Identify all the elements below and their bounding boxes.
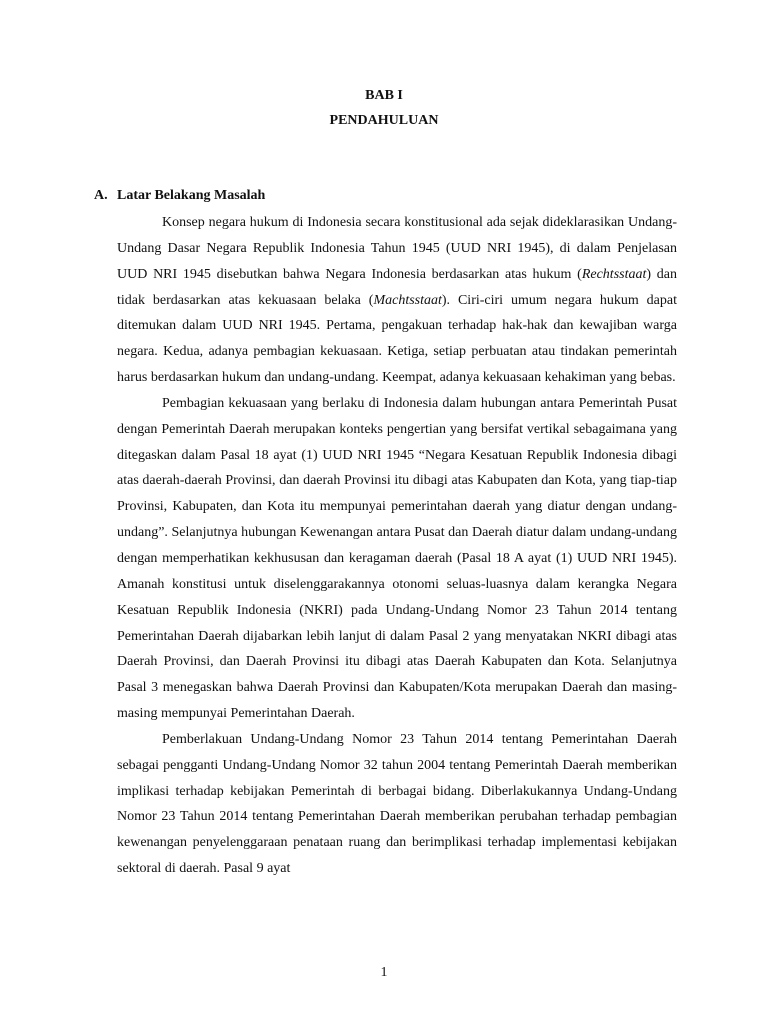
section-title: Latar Belakang Masalah [117, 188, 266, 203]
italic-term: Machtsstaat [373, 292, 442, 308]
paragraph-1 [117, 210, 677, 391]
italic-term: Rechtsstaat [581, 266, 647, 282]
paragraph-3 [117, 727, 677, 882]
section-heading [94, 187, 265, 205]
section-letter: A. [94, 188, 108, 203]
paragraph-text: ). Ciri-ciri umum negara hukum dapat ditemukan dalam UUD NRI 1945. Pertama, pengakuan terhadap hak-hak dan kewajiban warga negara. Kedua, adanya pembagian kekuasaan. Ketiga, setiap perbuatan atau tindakan pemerintah harus berdasarkan hukum dan undang-undang. Keempat, adanya kekuasaan kehakiman yang bebas. [117, 292, 677, 386]
body-text [117, 210, 677, 882]
paragraph-text: Konsep negara hukum di Indonesia secara konstitusional ada sejak dideklarasikan Undang-Undang Dasar Negara Republik Indonesia Tahun 1945 (UUD NRI 1945), di dalam Penjelasan UUD NRI 1945 disebutkan bahwa Negara Indonesia berdasarkan atas hukum ( [117, 215, 677, 282]
paragraph-text: Pemberlakuan Undang-Undang Nomor 23 Tahun 2014 tentang Pemerintahan Daerah sebagai pengganti Undang-Undang Nomor 32 tahun 2004 tentang Pemerintah Daerah memberikan implikasi terhadap kebijakan Pemerintah di berbagai bidang. Diberlakukannya Undang-Undang Nomor 23 Tahun 2014 tentang Pemerintahan Daerah memberikan perubahan terhadap pembagian kewenangan penyelenggaraan penataan ruang dan berimplikasi terhadap implementasi kebijakan sektoral di daerah. Pasal 9 ayat [117, 731, 677, 877]
paragraph-2 [117, 391, 677, 727]
chapter-title: PENDAHULUAN [329, 113, 439, 128]
paragraph-text: ) dan tidak berdasarkan atas kekuasaan belaka ( [117, 266, 677, 308]
chapter-number: BAB I [365, 88, 403, 103]
paragraph-text: Pembagian kekuasaan yang berlaku di Indonesia dalam hubungan antara Pemerintah Pusat dengan Pemerintah Daerah merupakan konteks pengertian yang bersifat vertikal sebagaimana yang ditegaskan dalam Pasal 18 ayat (1) UUD NRI 1945 “Negara Kesatuan Republik Indonesia dibagi atas daerah-daerah Provinsi, dan daerah Provinsi itu dibagi atas Kabupaten dan Kota, yang tiap-tiap Provinsi, Kabupaten, dan Kota itu mempunyai pemerintahan daerah yang diatur dengan undang-undang”. Selanjutnya hubungan Kewenangan antara Pusat dan Daerah diatur dalam undang-undang dengan memperhatikan kekhususan dan keragaman daerah (Pasal 18 A ayat (1) UUD NRI 1945). Amanah konstitusi untuk diselenggarakannya otonomi seluas-luasnya dalam kerangka Negara Kesatuan Republik Indonesia (NKRI) pada Undang-Undang Nomor 23 Tahun 2014 tentang Pemerintahan Daerah dijabarkan lebih lanjut di dalam Pasal 2 yang menyatakan NKRI dibagi atas Daerah Provinsi, dan Daerah Provinsi itu dibagi atas Daerah Kabupaten dan Kota. Selanjutnya Pasal 3 menegaskan bahwa Daerah Provinsi dan Kabupaten/Kota merupakan Daerah dan masing-masing mempunyai Pemerintahan Daerah. [117, 395, 677, 722]
page-number: 1 [380, 965, 388, 980]
